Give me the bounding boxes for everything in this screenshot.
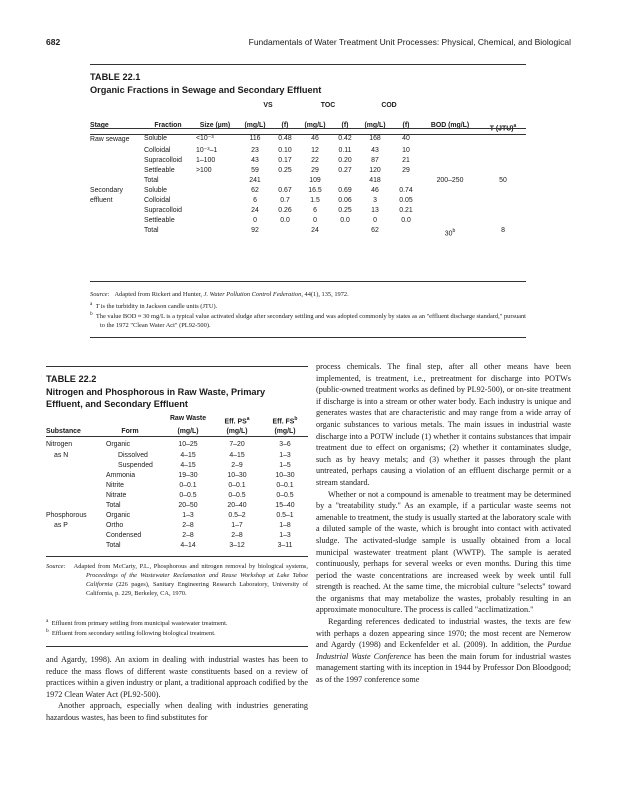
table-cell: 4–14: [180, 542, 196, 550]
table-cell: 0–0.5: [228, 491, 246, 499]
table-cell: 1.5: [310, 197, 320, 205]
table-row: [46, 471, 308, 481]
table-cell: [90, 226, 144, 239]
table-cell: 168: [369, 135, 381, 143]
table-cell: 10–30: [227, 471, 247, 479]
table-cell: [480, 134, 526, 145]
table-cell: Total: [144, 227, 159, 235]
table-row: [90, 186, 526, 196]
table-cell: [480, 156, 526, 166]
table-cell: [192, 216, 238, 226]
table-row: [46, 511, 308, 521]
table-cell: 46: [311, 135, 319, 143]
table-cell: [90, 216, 144, 226]
footnote-mark: b: [452, 228, 456, 235]
table-cell: 92: [251, 227, 259, 235]
table-cell: [46, 491, 96, 501]
table-cell: 19–30: [178, 471, 198, 479]
table-cell: 10: [402, 146, 410, 154]
table-cell: 1–3: [279, 532, 291, 540]
table-cell: 2–9: [231, 461, 243, 469]
table-cell: 0: [373, 217, 377, 225]
column-header: [480, 111, 526, 134]
table-cell: 6: [313, 207, 317, 215]
column-header: Size (µm): [199, 122, 231, 130]
table-cell: [192, 176, 238, 186]
table-cell: 10–30: [275, 471, 295, 479]
vs-group-label: VS: [263, 102, 273, 109]
table1-top-rule: [90, 64, 526, 65]
table-cell: 0.7: [280, 197, 290, 205]
table-cell: Supracolloid: [144, 207, 182, 215]
table-cell: 20–50: [178, 502, 198, 510]
source-label: Source:: [90, 291, 110, 298]
table-cell: [46, 471, 96, 481]
turbidity-column-label: T (JTU): [489, 125, 514, 133]
table-cell: 0.0: [340, 217, 350, 225]
table-cell: Suspended: [118, 461, 153, 469]
column-header: (f): [341, 122, 349, 130]
table-row: [90, 226, 526, 239]
table-row: [46, 491, 308, 501]
page-number: 682: [46, 37, 61, 47]
table1-group-header: [90, 101, 526, 111]
table-cell: [272, 176, 298, 186]
table-cell: [480, 146, 526, 156]
column-header: Substance: [46, 428, 81, 436]
table-cell: 24: [251, 207, 259, 215]
table-cell: 46: [371, 186, 379, 194]
table-cell: 0.25: [278, 166, 292, 174]
table-cell: as P: [54, 522, 68, 530]
table2-label: TABLE 22.2: [46, 374, 97, 384]
table-cell: Ammonia: [106, 471, 136, 479]
table-cell: [90, 206, 144, 216]
table-cell: 0.27: [338, 166, 352, 174]
table-cell: 8: [501, 227, 505, 235]
table2-header-bottom: [46, 427, 308, 440]
table-cell: 4–15: [180, 451, 196, 459]
table-cell: 6: [253, 197, 257, 205]
table-cell: 2–8: [182, 522, 194, 530]
table-cell: 4–15: [180, 461, 196, 469]
table-cell: 0–0.1: [179, 481, 197, 489]
table-row: [90, 196, 526, 206]
table2-title-line2: Effluent, and Secondary Effluent: [46, 399, 188, 409]
table-cell: Total: [144, 176, 159, 184]
column-header: (mg/L): [304, 122, 326, 130]
table-row: [90, 146, 526, 156]
table-cell: 1–3: [279, 451, 291, 459]
table-cell: Total: [106, 542, 121, 550]
table-cell: 1–3: [182, 512, 194, 520]
table1-header-rule-bottom: [90, 134, 526, 135]
table-cell: 3–12: [229, 542, 245, 550]
paragraph: process chemicals. The final step, after all other means have been implemented, is treatment, i.e., pretreatment for discharge into POTWs (public-owned treatment works as defined by PL92-500), or on-site treatment if discharge is into a stream or other water body. Each industry is unique and generates wastes that are characteristic and may range from a wide array of organic substances to various metals. The main issues in industrial waste discharge into a POTW include (1) whether it contains substances that impair treatment due to effect on organisms; (2) whether it contaminates sludge, such as by heavy metals; and (3) whether it passes through the plant untreated, perhaps causing a violation of an effluent discharge permit or a stream standard.: [316, 362, 571, 487]
table-cell: 7–20: [229, 441, 245, 449]
table1-header-rule-top: [90, 128, 526, 129]
table-cell: [480, 196, 526, 206]
table-cell: Nitrite: [106, 481, 124, 489]
footnote-mark: a: [513, 123, 517, 130]
table-cell: 0.25: [338, 207, 352, 215]
table-cell: Supracolloid: [144, 156, 182, 164]
source-label: Source:: [46, 563, 66, 570]
table-cell: 62: [371, 227, 379, 235]
table-cell: Raw sewage: [90, 136, 130, 144]
table-cell: [46, 481, 96, 491]
table-cell: Colloidal: [144, 197, 171, 205]
table-cell: [90, 166, 144, 176]
table-cell: 4–15: [229, 451, 245, 459]
table1: [90, 101, 526, 240]
table-cell: [420, 146, 480, 156]
table-cell: [420, 196, 480, 206]
table-cell: 0: [313, 217, 317, 225]
table-cell: 0.10: [278, 146, 292, 154]
table-cell: 200–250: [436, 176, 464, 184]
table-cell: [420, 166, 480, 176]
table-cell: 0–0.1: [276, 481, 294, 489]
table-cell: [192, 196, 238, 206]
table-cell: 0.20: [338, 156, 352, 164]
table1-label: TABLE 22.1: [90, 72, 141, 82]
table-row: [46, 521, 308, 531]
table2-header-rule: [46, 436, 308, 437]
table-cell: Soluble: [144, 135, 167, 143]
table-cell: 21: [402, 156, 410, 164]
table-row: [90, 176, 526, 186]
column-header: Eff. $PS^a$: [224, 416, 250, 426]
table-cell: as N: [54, 451, 69, 459]
table1-footnote-a: $^a$ T is the turbidity in Jackson candle units (JTU).: [90, 301, 218, 311]
table-cell: 62: [251, 186, 259, 194]
table-row: [90, 166, 526, 176]
table1-title: Organic Fractions in Sewage and Secondary Effluent: [90, 85, 322, 95]
table-cell: 0–0.5: [179, 491, 197, 499]
table2-source: Source: Adapted from McCarty, P.L., Phosphorous and nitrogen removal by biological systems, Proceedings of the Wastewater Reclamation and Reuse Workshop at Lake Tahoe California (226 pages), Sanitary Engineering Research Laboratory, University of California, p. 229, Berkeley, CA, 1970.: [46, 563, 308, 597]
table-row: [90, 134, 526, 145]
table-cell: 24: [311, 227, 319, 235]
table-cell: 3: [373, 197, 377, 205]
table-cell: 1–7: [231, 522, 243, 530]
table-cell: 59: [251, 166, 259, 174]
table-cell: [192, 206, 238, 216]
table2: [46, 414, 308, 552]
table-row: [90, 206, 526, 216]
table-cell: 13: [371, 207, 379, 215]
table-cell: 0–0.5: [276, 491, 294, 499]
table-row: [46, 481, 308, 491]
table-cell: 87: [371, 156, 379, 164]
table2-title-line1: Nitrogen and Phosphorous in Raw Waste, Primary: [46, 387, 266, 397]
table-cell: Condensed: [106, 532, 142, 540]
table-cell: Organic: [106, 512, 131, 520]
column-header: (mg/L): [226, 428, 248, 436]
toc-group-label: TOC: [320, 102, 336, 109]
table-row: [46, 451, 308, 461]
table-cell: [90, 176, 144, 186]
cod-group-label: COD: [381, 102, 397, 109]
table-cell: [480, 166, 526, 176]
table-cell: 3–11: [277, 542, 293, 550]
table-row: [46, 541, 308, 551]
table-cell: 0.74: [399, 186, 413, 194]
column-header: (f): [281, 122, 289, 130]
table-cell: Dissolved: [118, 451, 148, 459]
table-cell: 0.05: [399, 197, 413, 205]
table-cell: 120: [369, 166, 381, 174]
table-cell: 29: [311, 166, 319, 174]
table-cell: Colloidal: [144, 146, 171, 154]
column-header: Eff. $FS^b$: [272, 416, 298, 426]
table-cell: Total: [106, 502, 121, 510]
table-cell: 0.5–1: [276, 512, 294, 520]
table-cell: 0.11: [338, 146, 352, 154]
table1-footnote-b: $^b$ The value BOD ≈ 30 mg/L is a typical value activated sludge after secondary settling and was adopted commonly by states as an "effluent discharge standard," pursuant to the 1972 "Clean Water Act" (PL92-500).: [90, 311, 526, 330]
column-header: (mg/L): [177, 428, 199, 436]
table-cell: >100: [196, 166, 212, 174]
running-header: [46, 37, 571, 51]
table-cell: 23: [251, 146, 259, 154]
table-row: [46, 501, 308, 511]
table-cell: 2–8: [182, 532, 194, 540]
table-cell: 0.48: [278, 135, 292, 143]
table-cell: Nitrate: [106, 491, 127, 499]
table2-top-rule: [46, 366, 308, 367]
table2-footnote-b: $^b$ Effluent from secondary settling following biological treatment.: [46, 628, 216, 638]
table-cell: 0.69: [338, 186, 352, 194]
table-cell: 1–100: [196, 156, 216, 164]
column-header: BOD (mg/L): [430, 122, 470, 130]
right-column-text: [316, 361, 571, 686]
table1-end-rule: [90, 337, 526, 338]
table-cell: [480, 216, 526, 226]
table-cell: [392, 176, 420, 186]
table-cell: [90, 146, 144, 156]
table-cell: [420, 206, 480, 216]
table2-end-rule: [46, 646, 308, 647]
table-cell: 0: [253, 217, 257, 225]
table-cell: 116: [249, 135, 261, 143]
table-cell: [420, 216, 480, 226]
table-cell: 0.67: [278, 186, 292, 194]
table-cell: [46, 531, 96, 541]
column-header: (f): [402, 122, 410, 130]
table-cell: Settleable: [144, 166, 175, 174]
paragraph: Whether or not a compound is amenable to treatment may be determined by a "treatability study." As an example, if a particular waste seems not amenable to treatment, the study is usually started at the laboratory scale with a diluted sample of the waste, which is brought into contact with activated sludge. The activated-sludge sample is usually obtained from a local municipal wastewater treatment plant (WWTP). The sample is aerated continuously, perhaps for several weeks or even months. During this time period the waste concentrations are increased week by week until full strength is reached. At the same time, the microbial culture "selects" toward the organisms that may metabolize the wastes, probably resulting in an approximate monoculture. The process is called "acclimatization.": [316, 489, 571, 615]
table2-header-top: [46, 414, 308, 427]
table-cell: 0.42: [338, 135, 352, 143]
column-header: Fraction: [154, 122, 182, 130]
table-cell: 0.17: [278, 156, 292, 164]
table-cell: [90, 156, 144, 166]
table-cell: 3–6: [279, 441, 291, 449]
table-cell: 10⁻³–1: [196, 146, 218, 154]
table-cell: 0.0: [280, 217, 290, 225]
paragraph: Regarding references dedicated to industrial wastes, the texts are few with perhaps a dozen appearing since 1970; the most recent are Nemerow and Agardy (1998) and Eckenfelder et al. (2009). In addition, the Purdue Industrial Waste Conference has been the main forum for industrial wastes management starting with its inception in 1944 by Professor Don Bloodgood; as of the 1997 conference some: [316, 617, 571, 685]
table-cell: 0.21: [399, 207, 413, 215]
table-cell: <10⁻³: [196, 135, 214, 143]
table-cell: Ortho: [106, 522, 124, 530]
table-cell: 0.0: [401, 217, 411, 225]
table-cell: [332, 226, 358, 239]
table-cell: 43: [251, 156, 259, 164]
table-cell: 20–40: [227, 502, 247, 510]
left-column-text: [46, 654, 308, 724]
table-cell: [192, 226, 238, 239]
table-cell: 109: [309, 176, 321, 184]
table-cell: 30$^b$: [444, 228, 456, 238]
table-cell: [480, 206, 526, 216]
table-row: [90, 156, 526, 166]
table-cell: [420, 186, 480, 196]
table-cell: Soluble: [144, 186, 167, 194]
table-cell: 0–0.1: [228, 481, 246, 489]
table-row: [90, 216, 526, 226]
table-cell: [392, 226, 420, 239]
table-cell: effluent: [90, 197, 113, 205]
table-cell: Organic: [106, 441, 131, 449]
column-header: (mg/L): [274, 428, 296, 436]
table-cell: 15–40: [275, 502, 295, 510]
table1-body: [90, 134, 526, 239]
table-cell: Phosphorous: [46, 512, 87, 520]
table-cell: 43: [371, 146, 379, 154]
table2-footnote-a: $^a$ Effluent from primary settling from municipal wastewater treatment.: [46, 618, 228, 628]
table-cell: 0.26: [278, 207, 292, 215]
table2-body: [46, 440, 308, 551]
table-cell: 241: [249, 176, 261, 184]
table-cell: 0.06: [338, 197, 352, 205]
table-cell: [46, 461, 96, 471]
table-cell: 10–25: [178, 441, 198, 449]
table-row: [46, 461, 308, 471]
column-header: (mg/L): [244, 122, 266, 130]
table2-bottom-rule: [46, 556, 308, 557]
table-cell: [192, 186, 238, 196]
column-header: Stage: [90, 122, 109, 130]
table-cell: [46, 541, 96, 551]
table-cell: [420, 156, 480, 166]
table-row: [46, 440, 308, 450]
paragraph: and Agardy, 1998). An axiom in dealing with industrial wastes has been to reduce the mass flows of different waste constituents based on a review of practices within a given industry or plant, a traditional approach codified by the 1972 Clean Water Act (PL92-500).: [46, 655, 308, 699]
running-title: Fundamentals of Water Treatment Unit Processes: Physical, Chemical, and Biological: [248, 37, 571, 47]
table-cell: 2–8: [231, 532, 243, 540]
table-cell: 29: [402, 166, 410, 174]
table-cell: 40: [402, 135, 410, 143]
table-row: [46, 531, 308, 541]
paragraph: Another approach, especially when dealing with industries generating hazardous wastes, has been to find substitutes for: [46, 701, 308, 722]
table-cell: 418: [369, 176, 381, 184]
column-header: Raw Waste: [169, 415, 207, 422]
table-cell: 1–5: [279, 461, 291, 469]
table-cell: 12: [311, 146, 319, 154]
column-header: Form: [121, 428, 139, 436]
table1-column-header: [90, 111, 526, 134]
table-cell: [332, 176, 358, 186]
table-cell: [420, 134, 480, 145]
table-cell: 0.5–2: [228, 512, 246, 520]
table1-bottom-rule: [90, 281, 526, 282]
table-cell: 1–8: [279, 522, 291, 530]
table-cell: 50: [499, 176, 507, 184]
table-cell: 16.5: [308, 186, 322, 194]
table-cell: [480, 186, 526, 196]
table-cell: 22: [311, 156, 319, 164]
table-cell: Settleable: [144, 217, 175, 225]
table-cell: Secondary: [90, 186, 123, 194]
column-header: (mg/L): [364, 122, 386, 130]
table1-source: Source: Adapted from Rickert and Hunter, J. Water Pollution Control Federation, 44(1), 135, 1972.: [90, 291, 349, 298]
table-cell: [46, 501, 96, 511]
table-cell: Nitrogen: [46, 441, 73, 449]
table-cell: [272, 226, 298, 239]
